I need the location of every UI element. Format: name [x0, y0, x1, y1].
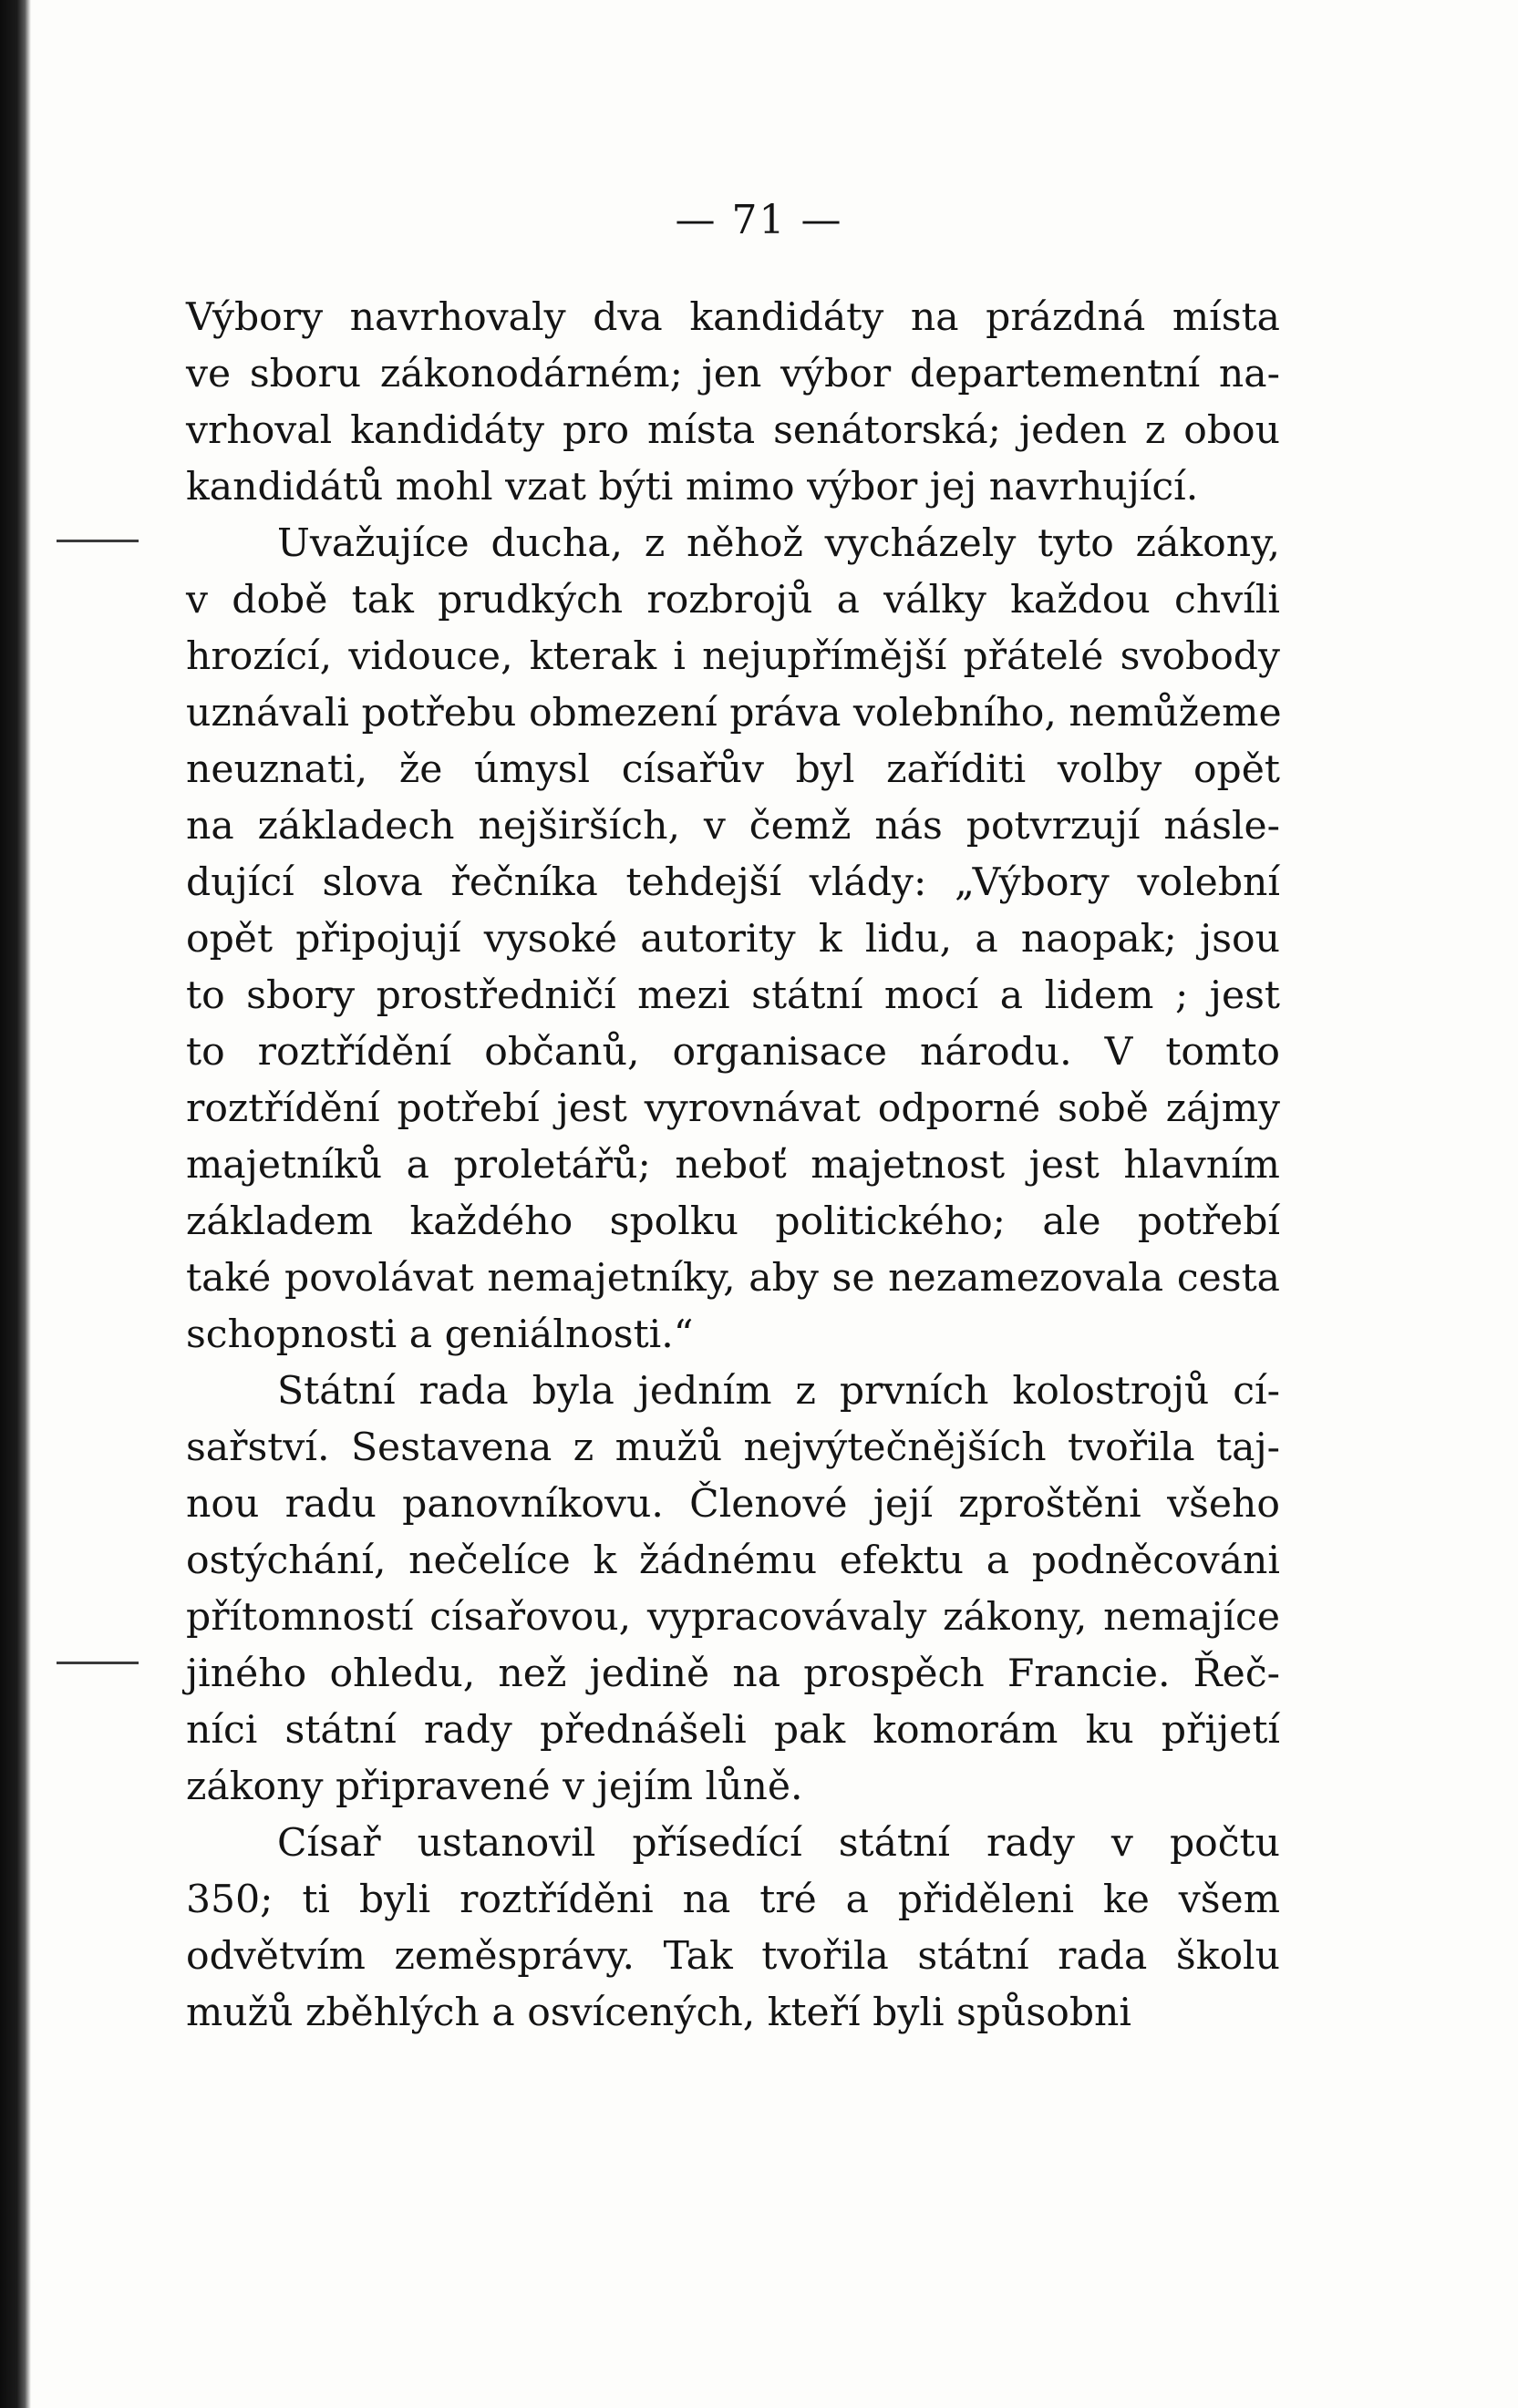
text-line: hrozící, vidouce, kterak i nejupřímější přátelé svobody: [186, 634, 1280, 679]
paragraph: [186, 290, 1280, 516]
margin-mark: [57, 1662, 139, 1664]
text-line: mužů zběhlých a osvícených, kteří byli spůsobni: [186, 1991, 1131, 2035]
paragraph: [186, 1364, 1280, 1816]
text-line: roztřídění potřebí jest vyrovnávat odporné sobě zájmy: [186, 1086, 1280, 1131]
text-line: neuznati, že úmysl císařův byl zaříditi volby opět: [186, 747, 1280, 792]
text-line: 350; ti byli roztříděni na tré a přiděleni ke všem: [186, 1878, 1280, 1922]
text-line: ve sboru zákonodárném; jen výbor departementní na-: [186, 352, 1280, 396]
text-line: majetníků a proletářů; neboť majetnost jest hlavním: [186, 1143, 1280, 1188]
text-line: níci státní rady přednášeli pak komorám ku přijetí: [186, 1708, 1280, 1753]
margin-mark: [57, 540, 139, 542]
text-line: sařství. Sestavena z mužů nejvýtečnějších tvořila taj-: [186, 1425, 1280, 1470]
text-line: dující slova řečníka tehdejší vlády: „Výbory volební: [186, 860, 1280, 905]
text-line: jiného ohledu, než jedině na prospěch Francie. Řeč-: [186, 1652, 1280, 1696]
text-line: vrhoval kandidáty pro místa senátorská; jeden z obou: [186, 408, 1280, 453]
text-line: uznávali potřebu obmezení práva volebního, nemůžeme: [186, 691, 1282, 736]
paragraph: [186, 1816, 1280, 2042]
text-line: Uvažujíce ducha, z něhož vycházely tyto zákony,: [277, 521, 1280, 566]
text-line: schopnosti a geniálnosti.“: [186, 1312, 694, 1357]
page-number: — 71 —: [675, 197, 843, 243]
text-line: nou radu panovníkovu. Členové její zproštěni všeho: [186, 1482, 1280, 1527]
text-line: v době tak prudkých rozbrojů a války každou chvíli: [186, 578, 1280, 623]
text-line: na základech nejširších, v čemž nás potvrzují násle-: [186, 804, 1280, 849]
text-line: opět připojují vysoké autority k lidu, a naopak; jsou: [186, 917, 1280, 962]
text-line: ostýchání, nečelíce k žádnému efektu a podněcováni: [186, 1538, 1280, 1583]
text-line: to roztřídění občanů, organisace národu. V tomto: [186, 1030, 1280, 1075]
text-line: Státní rada byla jedním z prvních kolostrojů cí-: [277, 1369, 1280, 1414]
text-line: to sbory prostředničí mezi státní mocí a lidem ; jest: [186, 973, 1280, 1018]
paragraph: [186, 516, 1280, 1364]
scan-edge: [0, 0, 31, 2408]
text-line: Výbory navrhovaly dva kandidáty na prázdná místa: [186, 295, 1280, 340]
body-text: [186, 290, 1280, 2042]
text-line: přítomností císařovou, vypracovávaly zákony, nemajíce: [186, 1595, 1280, 1640]
text-line: odvětvím zeměsprávy. Tak tvořila státní rada školu: [186, 1934, 1280, 1979]
text-line: Císař ustanovil přísedící státní rady v počtu: [277, 1821, 1280, 1866]
text-line: zákony připravené v jejím lůně.: [186, 1765, 803, 1809]
text-line: základem každého spolku politického; ale potřebí: [186, 1199, 1280, 1244]
text-line: kandidátů mohl vzat býti mimo výbor jej navrhující.: [186, 465, 1199, 509]
text-line: také povolávat nemajetníky, aby se nezamezovala cesta: [186, 1256, 1280, 1301]
